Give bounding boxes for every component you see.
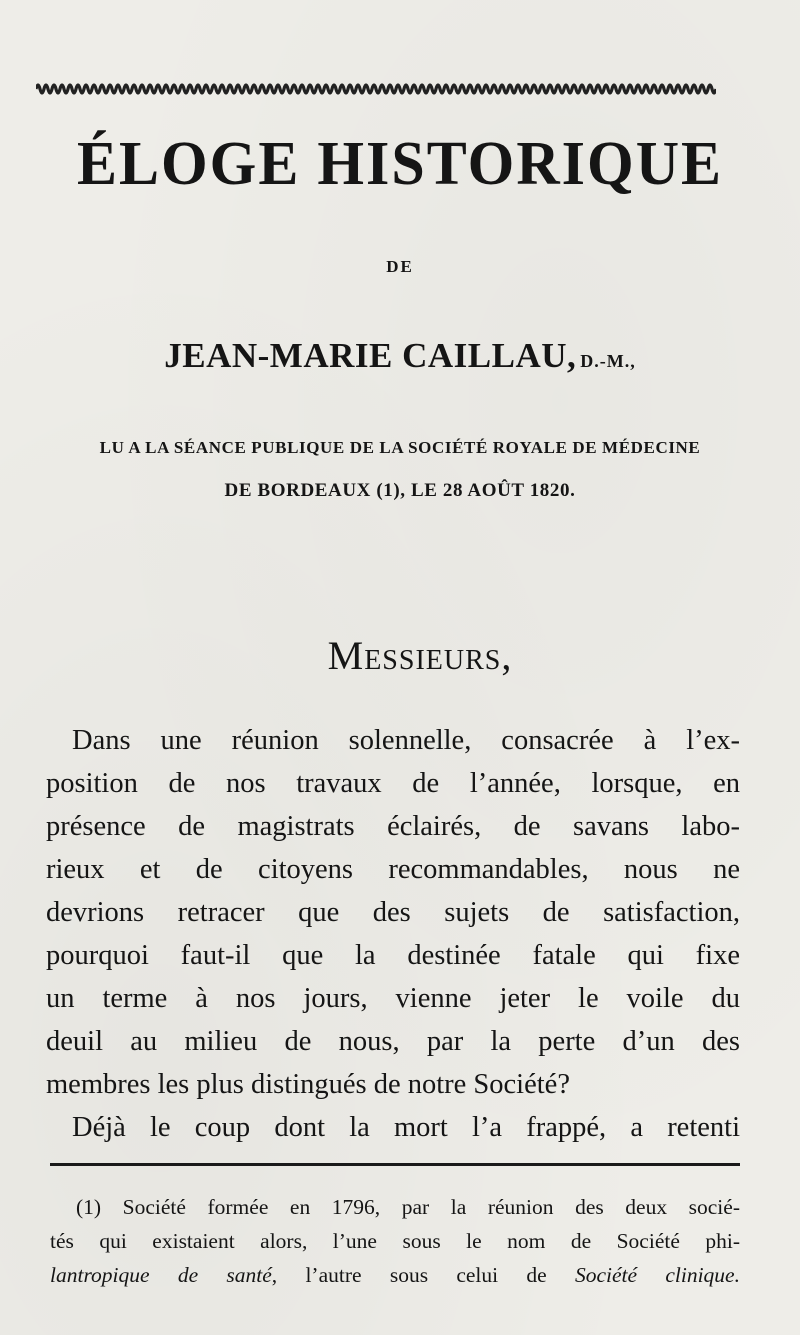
subject-name: JEAN-MARIE CAILLAU, (164, 336, 577, 375)
subject-name-line (0, 336, 800, 376)
body-line: devrions retracer que des sujets de satisfaction, (46, 897, 740, 928)
subtitle-line-2: DE BORDEAUX (1), LE 28 AOÛT 1820. (224, 480, 576, 501)
ornamental-rule (36, 78, 716, 100)
subject-title-suffix: D.-M., (580, 351, 636, 371)
footnote-connector: , l’autre sous celui de (271, 1263, 575, 1287)
body-line: pourquoi faut-il que la destinée fatale qui fixe (46, 940, 740, 971)
footnote-divider (50, 1163, 740, 1166)
subtitle-line-1: LU A LA SÉANCE PUBLIQUE DE LA SOCIÉTÉ ROYALE DE MÉDECINE (99, 438, 701, 457)
title-connector: DE (386, 257, 414, 276)
footnote-italic-name-1: lantropique de santé (50, 1263, 272, 1287)
footnote-line: tés qui existaient alors, l’une sous le nom de Société phi- (50, 1229, 740, 1253)
body-line: un terme à nos jours, vienne jeter le voile du (46, 983, 740, 1014)
body-line: membres les plus distingués de notre Société? (46, 1069, 570, 1100)
footnote-line: (1) Société formée en 1796, par la réunion des deux socié- (76, 1195, 740, 1219)
page-title: ÉLOGE HISTORIQUE (76, 128, 724, 198)
body-line: Dans une réunion solennelle, consacrée à l’ex- (72, 725, 740, 756)
body-line: présence de magistrats éclairés, de savans labo- (46, 811, 740, 842)
body-line: position de nos travaux de l’année, lorsque, en (46, 768, 740, 799)
body-line: rieux et de citoyens recommandables, nous ne (46, 854, 740, 885)
body-line: deuil au milieu de nous, par la perte d’un des (46, 1026, 740, 1057)
footnote-italic-name-2: Société clinique. (574, 1263, 740, 1287)
footnote-line (50, 1258, 740, 1292)
body-line: Déjà le coup dont la mort l’a frappé, a retenti (72, 1112, 740, 1143)
salutation: Messieurs, (327, 633, 513, 678)
